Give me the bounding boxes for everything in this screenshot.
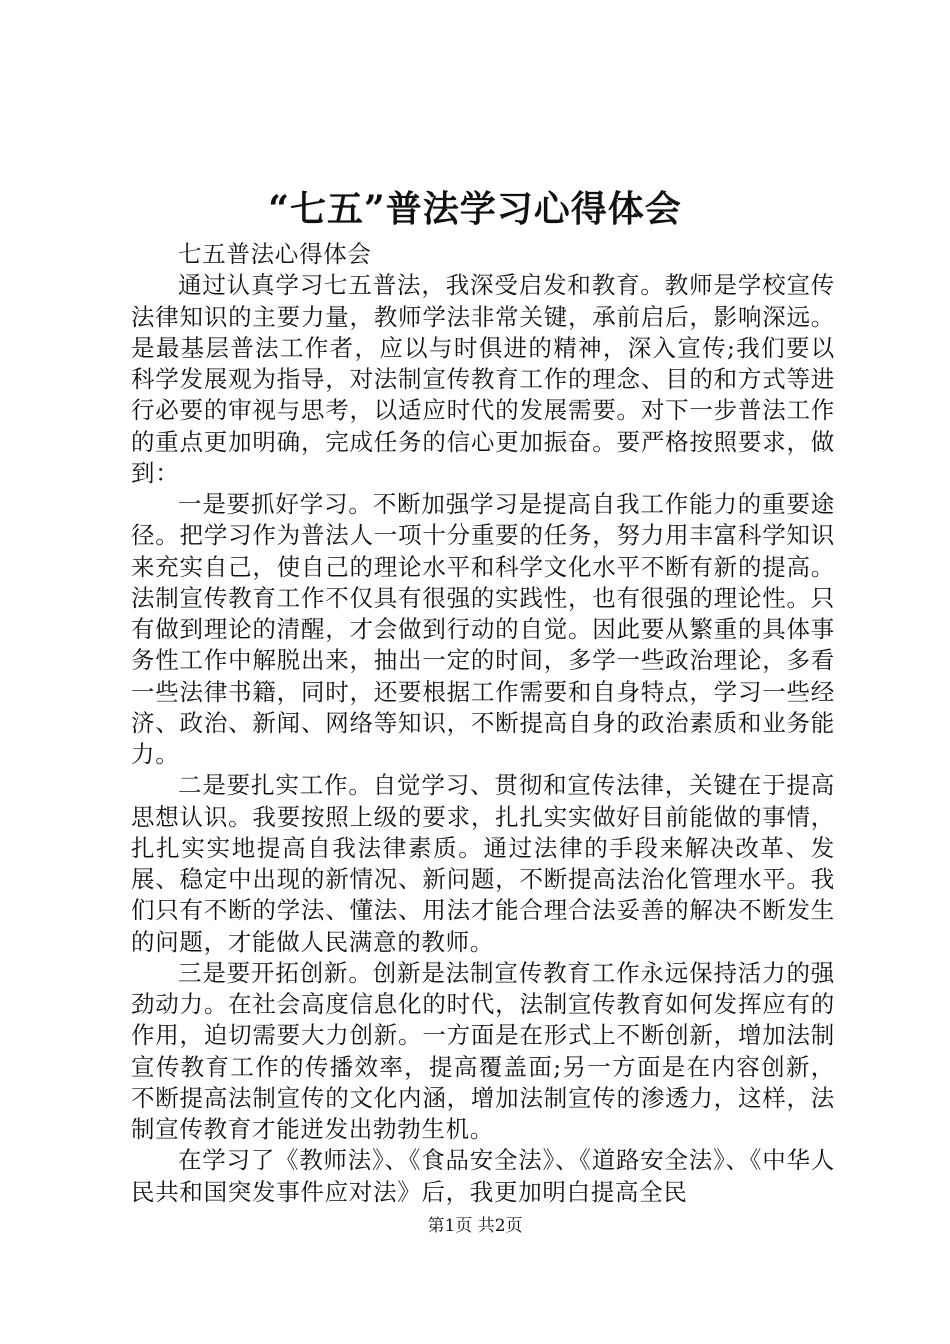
- paragraph-laws: 在学习了《教师法》、《食品安全法》、《道路安全法》、《中华人民共和国突发事件应对法》后，我更加明白提高全民: [131, 1146, 835, 1206]
- paragraph-work: 二是要扎实工作。自觉学习、贯彻和宣传法律，关键在于提高思想认识。我要按照上级的要求，扎扎实实做好目前能做的事情，扎扎实实地提高自我法律素质。通过法律的手段来解决改革、发展、稳定中出现的新情况、新问题，不断提高法治化管理水平。我们只有不断的学法、懂法、用法才能合理合法妥善的解决不断发生的问题，才能做人民满意的教师。: [131, 771, 835, 956]
- document-body: [131, 239, 835, 1208]
- page-number-footer: 第1页 共2页: [427, 1216, 523, 1236]
- paragraph-intro: 通过认真学习七五普法，我深受启发和教育。教师是学校宣传法律知识的主要力量，教师学法非常关键，承前启后，影响深远。是最基层普法工作者，应以与时俱进的精神，深入宣传;我们要以科学发展观为指导，对法制宣传教育工作的理念、目的和方式等进行必要的审视与思考，以适应时代的发展需要。对下一步普法工作的重点更加明确，完成任务的信心更加振奋。要严格按照要求，做到：: [131, 271, 835, 487]
- page-title: “七五”普法学习心得体会: [268, 188, 682, 230]
- subtitle-paragraph: 七五普法心得体会: [178, 240, 372, 268]
- paragraph-study: 一是要抓好学习。不断加强学习是提高自我工作能力的重要途径。把学习作为普法人一项十分重要的任务，努力用丰富科学知识来充实自己，使自己的理论水平和科学文化水平不断有新的提高。法制宣传教育工作不仅具有很强的实践性，也有很强的理论性。只有做到理论的清醒，才会做到行动的自觉。因此要从繁重的具体事务性工作中解脱出来，抽出一定的时间，多学一些政治理论，多看一些法律书籍，同时，还要根据工作需要和自身特点，学习一些经济、政治、新闻、网络等知识，不断提高自身的政治素质和业务能力。: [131, 490, 835, 768]
- paragraph-innovation: 三是要开拓创新。创新是法制宣传教育工作永远保持活力的强劲动力。在社会高度信息化的时代，法制宣传教育如何发挥应有的作用，迫切需要大力创新。一方面是在形式上不断创新，增加法制宣传教育工作的传播效率，提高覆盖面;另一方面是在内容创新，不断提高法制宣传的文化内涵，增加法制宣传的渗透力，这样，法制宣传教育才能迸发出勃勃生机。: [131, 958, 835, 1143]
